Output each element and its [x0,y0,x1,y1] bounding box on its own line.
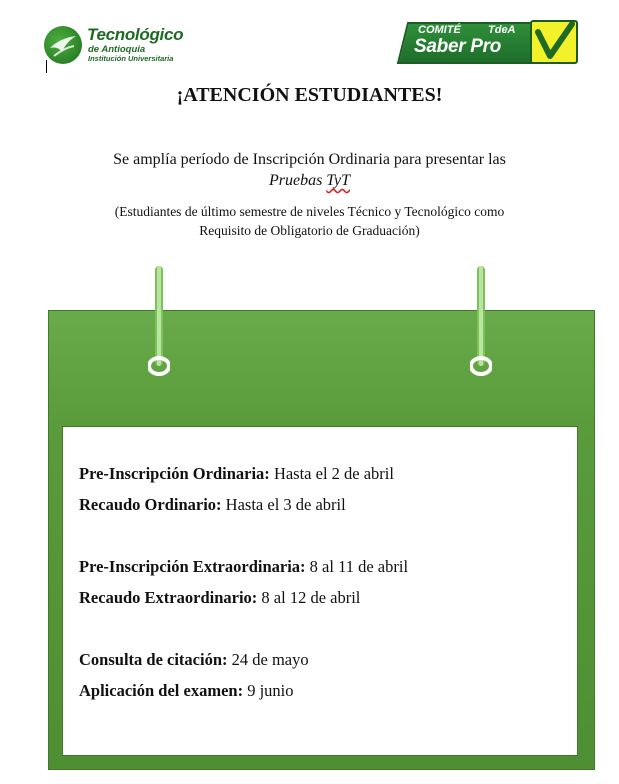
intro-line-1: Se amplía período de Inscripción Ordinaria para presentar las [113,151,506,168]
text-cursor [46,60,47,73]
page-title: ¡ATENCIÓN ESTUDIANTES! [176,84,443,106]
logo-saber-pro-text: Saber Pro [414,36,502,57]
schedule-item [79,588,360,608]
note-line-2: Requisito de Obligatorio de Graduación) [199,223,420,238]
schedule-value: 9 junio [243,681,294,700]
logo-institution: Institución Universitaria [88,54,174,63]
schedule-value: Hasta el 2 de abril [269,464,394,483]
schedule-value: 24 de mayo [227,650,309,669]
intro-text [0,149,619,191]
schedule-item [79,650,309,670]
intro-pruebas: Pruebas [268,172,327,189]
schedule-item [79,681,294,701]
schedule-item [79,557,408,577]
schedule-label: Aplicación del examen: [79,681,244,700]
logo-comite-text: COMITÉ [418,24,461,36]
tecnologico-logo [44,24,214,70]
schedule-item [79,464,394,484]
schedule-item [79,495,346,515]
checkmark-icon [530,20,578,64]
calendar-header [49,311,594,425]
schedule-label: Recaudo Ordinario: [79,495,222,514]
intro-tyt: TyT [326,172,351,189]
logo-tdea-text: TdeA [488,24,516,36]
intro-line-2 [0,170,619,191]
schedule-value: 8 al 11 de abril [305,557,409,576]
calendar-graphic [48,310,595,770]
schedule-value: 8 al 12 de abril [257,588,361,607]
globe-icon [44,26,82,64]
schedule-label: Consulta de citación: [79,650,228,669]
schedule-value: Hasta el 3 de abril [221,495,346,514]
calendar-ring-right-icon [470,266,492,382]
logo-name: Tecnológico [87,25,184,44]
schedule-label: Pre-Inscripción Ordinaria: [79,464,270,483]
schedule-label: Pre-Inscripción Extraordinaria: [79,557,306,576]
logo-subtitle: de Antioquia [88,44,146,55]
eligibility-note [0,202,619,240]
schedule-label: Recaudo Extraordinario: [79,588,258,607]
calendar-ring-left-icon [148,266,170,382]
note-line-1: (Estudiantes de último semestre de niveles Técnico y Tecnológico como [114,204,505,219]
saber-pro-logo [402,18,582,68]
